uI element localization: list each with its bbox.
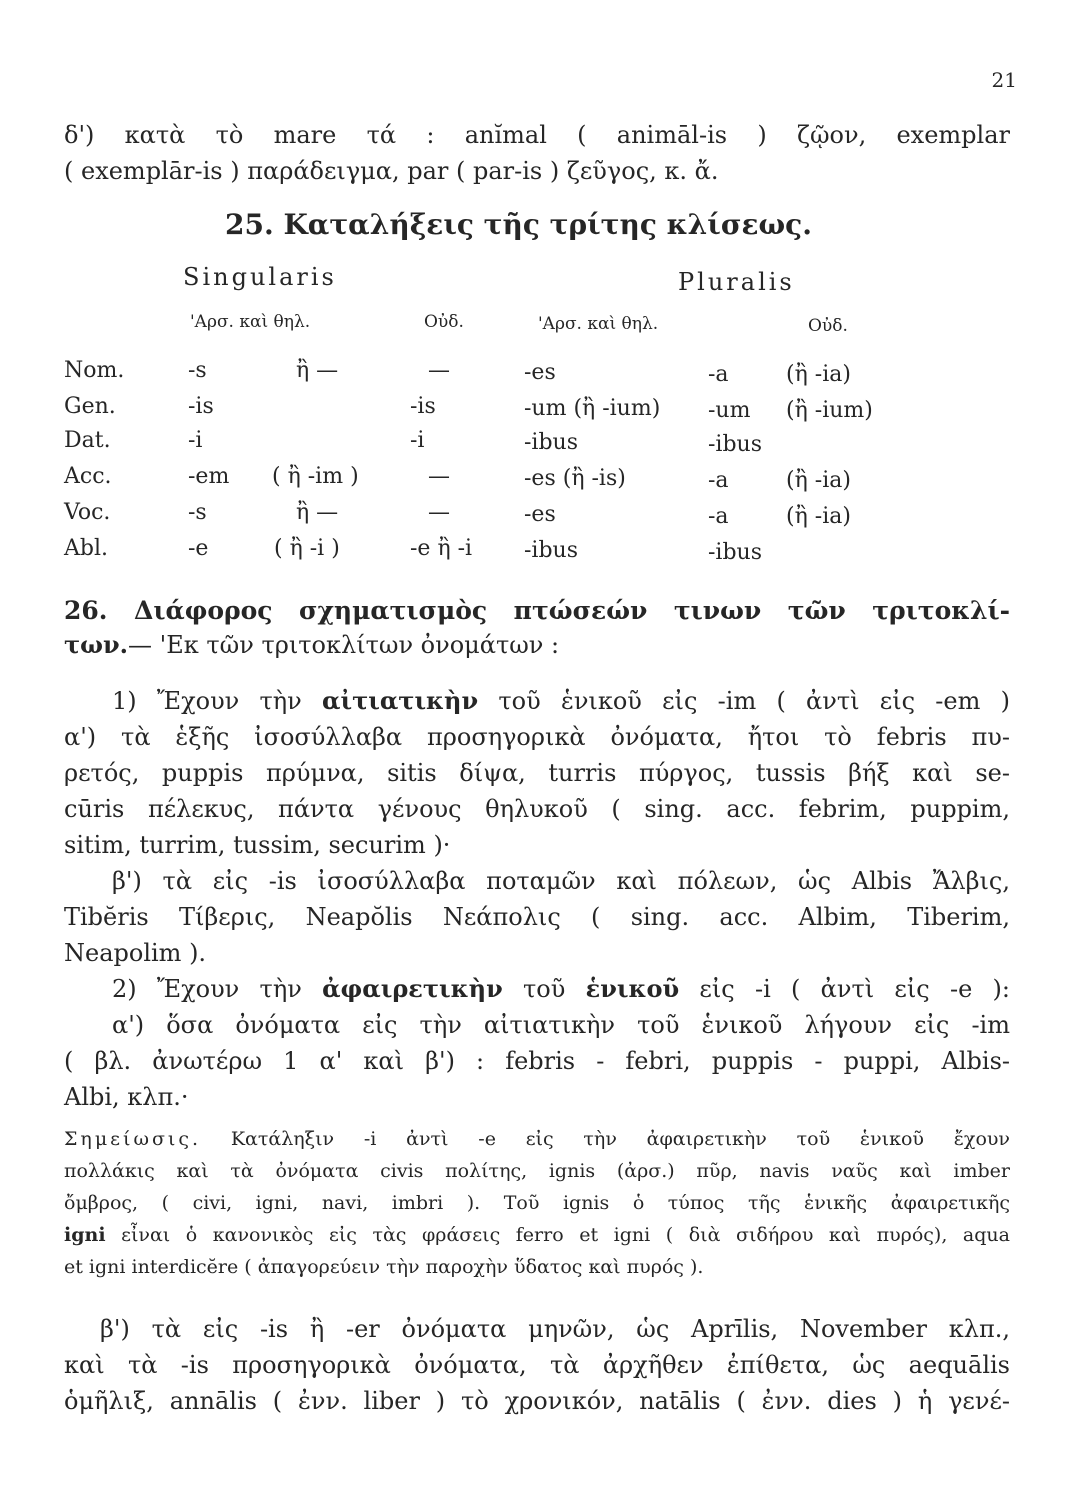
section-26-title: 26. Διάφορος σχηματισμὸς πτώσεών τινων τῶν τριτοκλί-	[64, 596, 1010, 625]
table-case-label: Dat.	[64, 428, 111, 453]
text-line: α') τὰ ἑξῆς ἰσοσύλλαβα προσηγορικὰ ὀνόματα, ἤτοι τὸ febris πυ-	[64, 723, 1010, 751]
text-line: Albi, κλπ.·	[64, 1083, 189, 1111]
table-cell: -ibus	[708, 432, 763, 457]
table-cell: -um	[708, 398, 751, 423]
note-line: ὄμβρος, ( civi, igni, navi, imbri ). Τοῦ ignis ὁ τύπος τῆς ἑνικῆς ἀφαιρετικῆς	[64, 1192, 1010, 1214]
subheader-pl-neuter: Οὐδ.	[808, 316, 848, 336]
table-cell: -i	[188, 428, 203, 453]
text-line: Neapolim ).	[64, 939, 207, 967]
table-case-label: Nom.	[64, 358, 125, 383]
text-line: Tibĕris Τίβερις, Neapŏlis Νεάπολις ( sing. acc. Albim, Tiberim,	[64, 903, 1010, 931]
table-cell: -s	[188, 358, 207, 383]
text-span: 1) Ἔχουν τὴν	[112, 687, 322, 715]
table-cell: -s	[188, 500, 207, 525]
table-cell: -es (ἢ -is)	[524, 466, 626, 491]
table-cell: (ἢ -ium)	[786, 398, 873, 423]
table-case-label: Acc.	[64, 464, 112, 489]
text-span: εἶναι ὁ κανονικὸς εἰς τὰς φράσεις ferro et igni ( διὰ σιδήρου καὶ πυρός), aqua	[105, 1224, 1010, 1246]
emphasis-igni: igni	[64, 1224, 106, 1246]
table-cell: (ἢ -ia)	[786, 468, 851, 493]
table-cell: -um (ἢ -ium)	[524, 396, 661, 421]
text-span: 2) Ἔχουν τὴν	[112, 975, 323, 1003]
table-cell: -e ἢ -i	[410, 536, 473, 561]
text-line: sitim, turrim, tussim, securim )·	[64, 831, 451, 859]
subheader-pl-masc-fem: 'Αρσ. καὶ θηλ.	[538, 314, 659, 334]
table-cell: -em	[188, 464, 230, 489]
text-span: Κατάληξιν -i ἀντὶ -e εἰς τὴν ἀφαιρετικὴν τοῦ ἑνικοῦ ἔχουν	[230, 1128, 1010, 1150]
paragraph-1-lead	[112, 684, 1010, 718]
note-line: πολλάκις καὶ τὰ ὀνόματα civis πολίτης, ignis (ἀρσ.) πῦρ, navis ναῦς καὶ imber	[64, 1160, 1010, 1182]
table-header-pluralis: Pluralis	[678, 268, 795, 296]
table-cell: -ibus	[524, 430, 579, 455]
text-line: ρετός, puppis πρύμνα, sitis δίψα, turris πύργος, tussis βήξ καὶ se-	[64, 759, 1010, 787]
text-span: τοῦ ἑνικοῦ εἰς -im ( ἀντὶ εἰς -em )	[478, 687, 1010, 715]
text-line: δ') κατὰ τὸ mare τά : anĭmal ( animāl-is ) ζῷον, exemplar	[64, 121, 1010, 149]
table-case-label: Gen.	[64, 394, 116, 419]
section-26-title-end: των.	[64, 630, 129, 659]
text-line: β') τὰ εἰς -is ἢ -er ὀνόματα μηνῶν, ὡς Aprīlis, November κλπ.,	[100, 1315, 1010, 1343]
table-case-label: Voc.	[64, 500, 111, 525]
subheader-sg-neuter: Οὐδ.	[424, 312, 464, 332]
text-line: καὶ τὰ -is προσηγορικὰ ὀνόματα, τὰ ἀρχῆθεν ἐπίθετα, ὡς aequālis	[64, 1351, 1010, 1379]
table-cell: -is	[188, 394, 214, 419]
table-cell: ( ἢ -i )	[274, 536, 340, 561]
subheader-sg-masc-fem: 'Αρσ. καὶ θηλ.	[190, 312, 311, 332]
table-cell: -a	[708, 468, 729, 493]
section-26-intro: — 'Εκ τῶν τριτοκλίτων ὀνομάτων :	[128, 631, 560, 659]
table-cell: -e	[188, 536, 209, 561]
table-cell: ἢ —	[296, 358, 339, 383]
note-line	[64, 1220, 1010, 1250]
text-line: α') ὅσα ὀνόματα εἰς τὴν αἰτιατικὴν τοῦ ἑνικοῦ λήγουν εἰς -im	[112, 1011, 1010, 1039]
text-span: εἰς -i ( ἀντὶ εἰς -e ):	[679, 975, 1011, 1003]
text-line: β') τὰ εἰς -is ἰσοσύλλαβα ποταμῶν καὶ πόλεων, ὡς Albis Ἄλβις,	[112, 867, 1010, 895]
text-span: τοῦ	[502, 975, 586, 1003]
text-line: ὁμῆλιξ, annālis ( ἐνν. liber ) τὸ χρονικόν, natālis ( ἐνν. dies ) ἡ γενέ-	[64, 1387, 1010, 1415]
table-cell: -a	[708, 362, 729, 387]
emphasis-ablative: ἀφαιρετικὴν	[322, 974, 503, 1003]
table-header-singularis: Singularis	[183, 263, 337, 291]
table-cell: (ἢ -ia)	[786, 362, 851, 387]
table-cell: -es	[524, 360, 556, 385]
text-line: ( exemplār-is ) παράδειγμα, par ( par-is ) ζεῦγος, κ. ἄ.	[64, 157, 719, 185]
table-cell: -ibus	[524, 538, 579, 563]
table-cell: ἢ —	[296, 500, 339, 525]
note-line: et igni interdicĕre ( ἀπαγορεύειν τὴν παροχὴν ὕδατος καὶ πυρός ).	[64, 1256, 704, 1278]
table-cell: -a	[708, 504, 729, 529]
table-cell: —	[428, 358, 450, 383]
table-cell: -i	[410, 428, 425, 453]
page-number: 21	[991, 68, 1017, 92]
text-line: ( βλ. ἀνωτέρω 1 α' καὶ β') : febris - febri, puppis - puppi, Albis-	[64, 1047, 1010, 1075]
emphasis-singular: ἑνικοῦ	[585, 974, 680, 1003]
table-cell: —	[428, 500, 450, 525]
note-label: Σημείωσις.	[64, 1128, 202, 1150]
text-line: cūris πέλεκυς, πάντα γένους θηλυκοῦ ( sing. acc. febrim, puppim,	[64, 795, 1010, 823]
section-25-title: 25. Καταλήξεις τῆς τρίτης κλίσεως.	[225, 208, 812, 241]
table-cell: ( ἢ -im )	[272, 464, 359, 489]
section-26-title-cont	[64, 628, 1010, 662]
table-cell: —	[428, 464, 450, 489]
table-cell: -ibus	[708, 540, 763, 565]
emphasis-accusative: αἰτιατικὴν	[321, 686, 479, 715]
table-case-label: Abl.	[64, 536, 108, 561]
table-cell: -es	[524, 502, 556, 527]
table-cell: -is	[410, 394, 436, 419]
paragraph-2-lead	[112, 972, 1010, 1006]
note-line	[64, 1124, 1010, 1154]
table-cell: (ἢ -ia)	[786, 504, 851, 529]
